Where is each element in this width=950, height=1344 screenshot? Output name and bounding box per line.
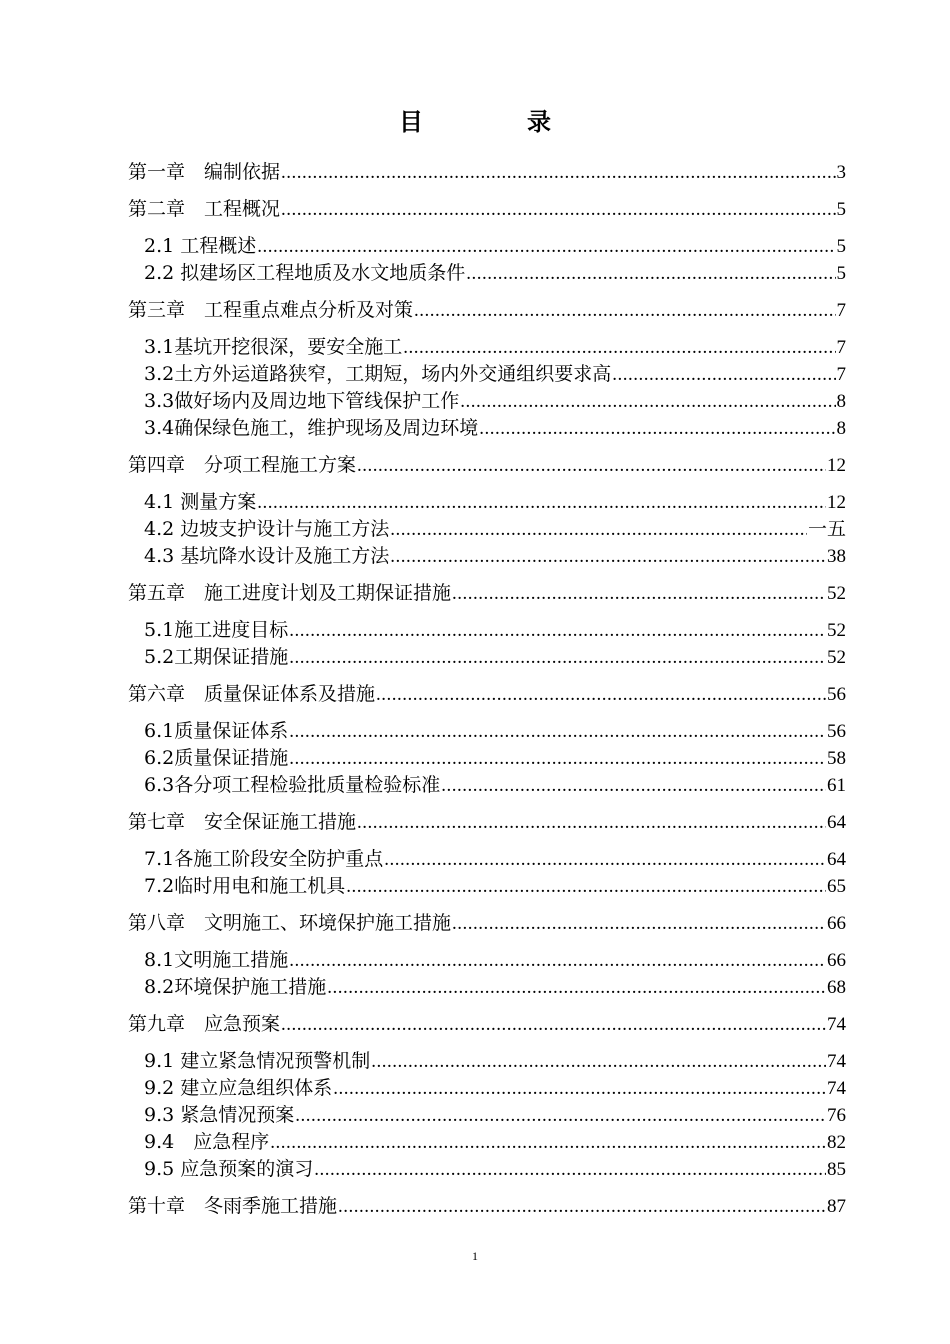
toc-entry-page: 87 <box>827 1196 846 1217</box>
toc-section-entry[interactable] <box>144 948 846 972</box>
toc-entry-page: 56 <box>827 721 846 742</box>
toc-section-entry[interactable] <box>144 618 846 642</box>
toc-section-entry[interactable] <box>144 389 846 413</box>
toc-section-entry[interactable] <box>144 719 846 743</box>
toc-entry-label: 9.3 紧急情况预案 <box>144 1104 295 1126</box>
toc-entry-label: 9.2 建立应急组织体系 <box>144 1077 333 1099</box>
toc-entry-page: 38 <box>827 546 846 567</box>
toc-section-entry[interactable] <box>144 874 846 898</box>
toc-entry-label: 第八章 文明施工、环境保护施工措施 <box>128 912 452 934</box>
toc-leader-dots <box>479 417 835 441</box>
toc-entry-page: 58 <box>827 748 846 769</box>
toc-entry-label: 4.2 边坡支护设计与施工方法 <box>144 518 390 540</box>
toc-leader-dots <box>612 363 835 387</box>
toc-section-entry[interactable] <box>144 416 846 440</box>
toc-leader-dots <box>338 1195 826 1219</box>
toc-entry-page: 7 <box>836 337 846 358</box>
toc-entry-page: 68 <box>827 977 846 998</box>
toc-section-entry[interactable] <box>144 544 846 568</box>
toc-leader-dots <box>327 976 826 1000</box>
toc-entry-page: 8 <box>836 418 846 439</box>
toc-entry-label: 3.3做好场内及周边地下管线保护工作 <box>144 390 460 412</box>
toc-leader-dots <box>289 949 826 973</box>
toc-entry-page: 64 <box>827 812 846 833</box>
toc-leader-dots <box>376 683 826 707</box>
toc-leader-dots <box>333 1077 826 1101</box>
toc-entry-label: 第九章 应急预案 <box>128 1013 281 1035</box>
toc-leader-dots <box>414 299 835 323</box>
toc-entry-label: 第七章 安全保证施工措施 <box>128 811 357 833</box>
toc-leader-dots <box>460 390 835 414</box>
toc-entry-label: 3.2土方外运道路狭窄，工期短，场内外交通组织要求高 <box>144 363 612 385</box>
toc-entry-label: 第三章 工程重点难点分析及对策 <box>128 299 414 321</box>
toc-entry-page: 61 <box>827 775 846 796</box>
toc-entry-page: 52 <box>827 583 846 604</box>
toc-leader-dots <box>289 646 826 670</box>
toc-chapter-entry[interactable] <box>128 453 846 477</box>
toc-entry-page: 85 <box>827 1159 846 1180</box>
toc-entry-label: 第一章 编制依据 <box>128 161 281 183</box>
toc-entry-label: 4.1 测量方案 <box>144 491 257 513</box>
toc-chapter-entry[interactable] <box>128 682 846 706</box>
toc-entry-label: 5.2工期保证措施 <box>144 646 289 668</box>
toc-entry-label: 8.1文明施工措施 <box>144 949 289 971</box>
toc-section-entry[interactable] <box>144 261 846 285</box>
toc-leader-dots <box>441 774 826 798</box>
toc-entry-label: 3.1基坑开挖很深，要安全施工 <box>144 336 403 358</box>
toc-entry-label: 第二章 工程概况 <box>128 198 281 220</box>
toc-section-entry[interactable] <box>144 975 846 999</box>
toc-section-entry[interactable] <box>144 517 846 541</box>
toc-section-entry[interactable] <box>144 1076 846 1100</box>
toc-leader-dots <box>257 235 835 259</box>
toc-leader-dots <box>346 875 826 899</box>
toc-entry-label: 9.1 建立紧急情况预警机制 <box>144 1050 371 1072</box>
toc-entry-page: 一五 <box>807 519 846 540</box>
toc-entry-page: 5 <box>836 236 846 257</box>
toc-entry-label: 第四章 分项工程施工方案 <box>128 454 357 476</box>
toc-chapter-entry[interactable] <box>128 1194 846 1218</box>
toc-entry-page: 8 <box>836 391 846 412</box>
toc-entry-page: 52 <box>827 620 846 641</box>
toc-entry-page: 76 <box>827 1105 846 1126</box>
toc-section-entry[interactable] <box>144 362 846 386</box>
toc-leader-dots <box>314 1158 826 1182</box>
toc-section-entry[interactable] <box>144 1103 846 1127</box>
toc-chapter-entry[interactable] <box>128 197 846 221</box>
toc-section-entry[interactable] <box>144 490 846 514</box>
toc-entry-label: 第十章 冬雨季施工措施 <box>128 1195 338 1217</box>
toc-entry-label: 第六章 质量保证体系及措施 <box>128 683 376 705</box>
toc-entry-page: 74 <box>827 1051 846 1072</box>
toc-chapter-entry[interactable] <box>128 298 846 322</box>
toc-leader-dots <box>257 491 826 515</box>
toc-entry-page: 5 <box>836 263 846 284</box>
toc-entry-page: 74 <box>827 1014 846 1035</box>
toc-entry-page: 66 <box>827 950 846 971</box>
toc-leader-dots <box>281 1013 826 1037</box>
toc-entry-label: 5.1施工进度目标 <box>144 619 289 641</box>
toc-leader-dots <box>357 454 826 478</box>
toc-entry-label: 7.2临时用电和施工机具 <box>144 875 346 897</box>
toc-entry-label: 6.1质量保证体系 <box>144 720 289 742</box>
toc-leader-dots <box>289 619 826 643</box>
toc-section-entry[interactable] <box>144 234 846 258</box>
toc-chapter-entry[interactable] <box>128 810 846 834</box>
toc-chapter-entry[interactable] <box>128 911 846 935</box>
toc-leader-dots <box>403 336 835 360</box>
toc-leader-dots <box>295 1104 826 1128</box>
toc-section-entry[interactable] <box>144 1049 846 1073</box>
toc-entry-page: 3 <box>836 162 846 183</box>
toc-entry-page: 7 <box>836 300 846 321</box>
toc-section-entry[interactable] <box>144 1130 846 1154</box>
toc-section-entry[interactable] <box>144 847 846 871</box>
page-number: 1 <box>472 1249 478 1263</box>
toc-entry-page: 5 <box>836 199 846 220</box>
toc-leader-dots <box>452 912 826 936</box>
toc-entry-page: 12 <box>827 492 846 513</box>
toc-section-entry[interactable] <box>144 335 846 359</box>
toc-entry-label: 6.2质量保证措施 <box>144 747 289 769</box>
toc-chapter-entry[interactable] <box>128 1012 846 1036</box>
toc-entry-label: 4.3 基坑降水设计及施工方法 <box>144 545 390 567</box>
toc-entry-page: 65 <box>827 876 846 897</box>
toc-leader-dots <box>270 1131 826 1155</box>
toc-section-entry[interactable] <box>144 746 846 770</box>
toc-entry-page: 82 <box>827 1132 846 1153</box>
toc-entry-label: 3.4确保绿色施工，维护现场及周边环境 <box>144 417 479 439</box>
toc-leader-dots <box>289 720 826 744</box>
toc-leader-dots <box>357 811 826 835</box>
toc-section-entry[interactable] <box>144 773 846 797</box>
toc-entry-page: 52 <box>827 647 846 668</box>
toc-leader-dots <box>390 545 826 569</box>
toc-entry-label: 2.2 拟建场区工程地质及水文地质条件 <box>144 262 466 284</box>
toc-entry-page: 56 <box>827 684 846 705</box>
toc-entry-label: 9.4 应急程序 <box>144 1131 270 1153</box>
toc-entry-page: 7 <box>836 364 846 385</box>
toc-entry-label: 8.2环境保护施工措施 <box>144 976 327 998</box>
toc-title: 目 录 <box>399 107 591 136</box>
toc-leader-dots <box>371 1050 826 1074</box>
toc-leader-dots <box>289 747 826 771</box>
toc-entry-page: 74 <box>827 1078 846 1099</box>
toc-leader-dots <box>466 262 835 286</box>
toc-entry-page: 64 <box>827 849 846 870</box>
toc-entry-page: 12 <box>827 455 846 476</box>
toc-entry-page: 66 <box>827 913 846 934</box>
toc-leader-dots <box>452 582 826 606</box>
toc-entry-label: 第五章 施工进度计划及工期保证措施 <box>128 582 452 604</box>
toc-chapter-entry[interactable] <box>128 160 846 184</box>
toc-leader-dots <box>384 848 826 872</box>
toc-entry-label: 2.1 工程概述 <box>144 235 257 257</box>
toc-section-entry[interactable] <box>144 1157 846 1181</box>
toc-section-entry[interactable] <box>144 645 846 669</box>
toc-entry-label: 7.1各施工阶段安全防护重点 <box>144 848 384 870</box>
toc-entry-label: 9.5 应急预案的演习 <box>144 1158 314 1180</box>
toc-entry-label: 6.3各分项工程检验批质量检验标准 <box>144 774 441 796</box>
toc-chapter-entry[interactable] <box>128 581 846 605</box>
toc-leader-dots <box>281 198 835 222</box>
toc-leader-dots <box>281 161 835 185</box>
toc-leader-dots <box>390 518 807 542</box>
